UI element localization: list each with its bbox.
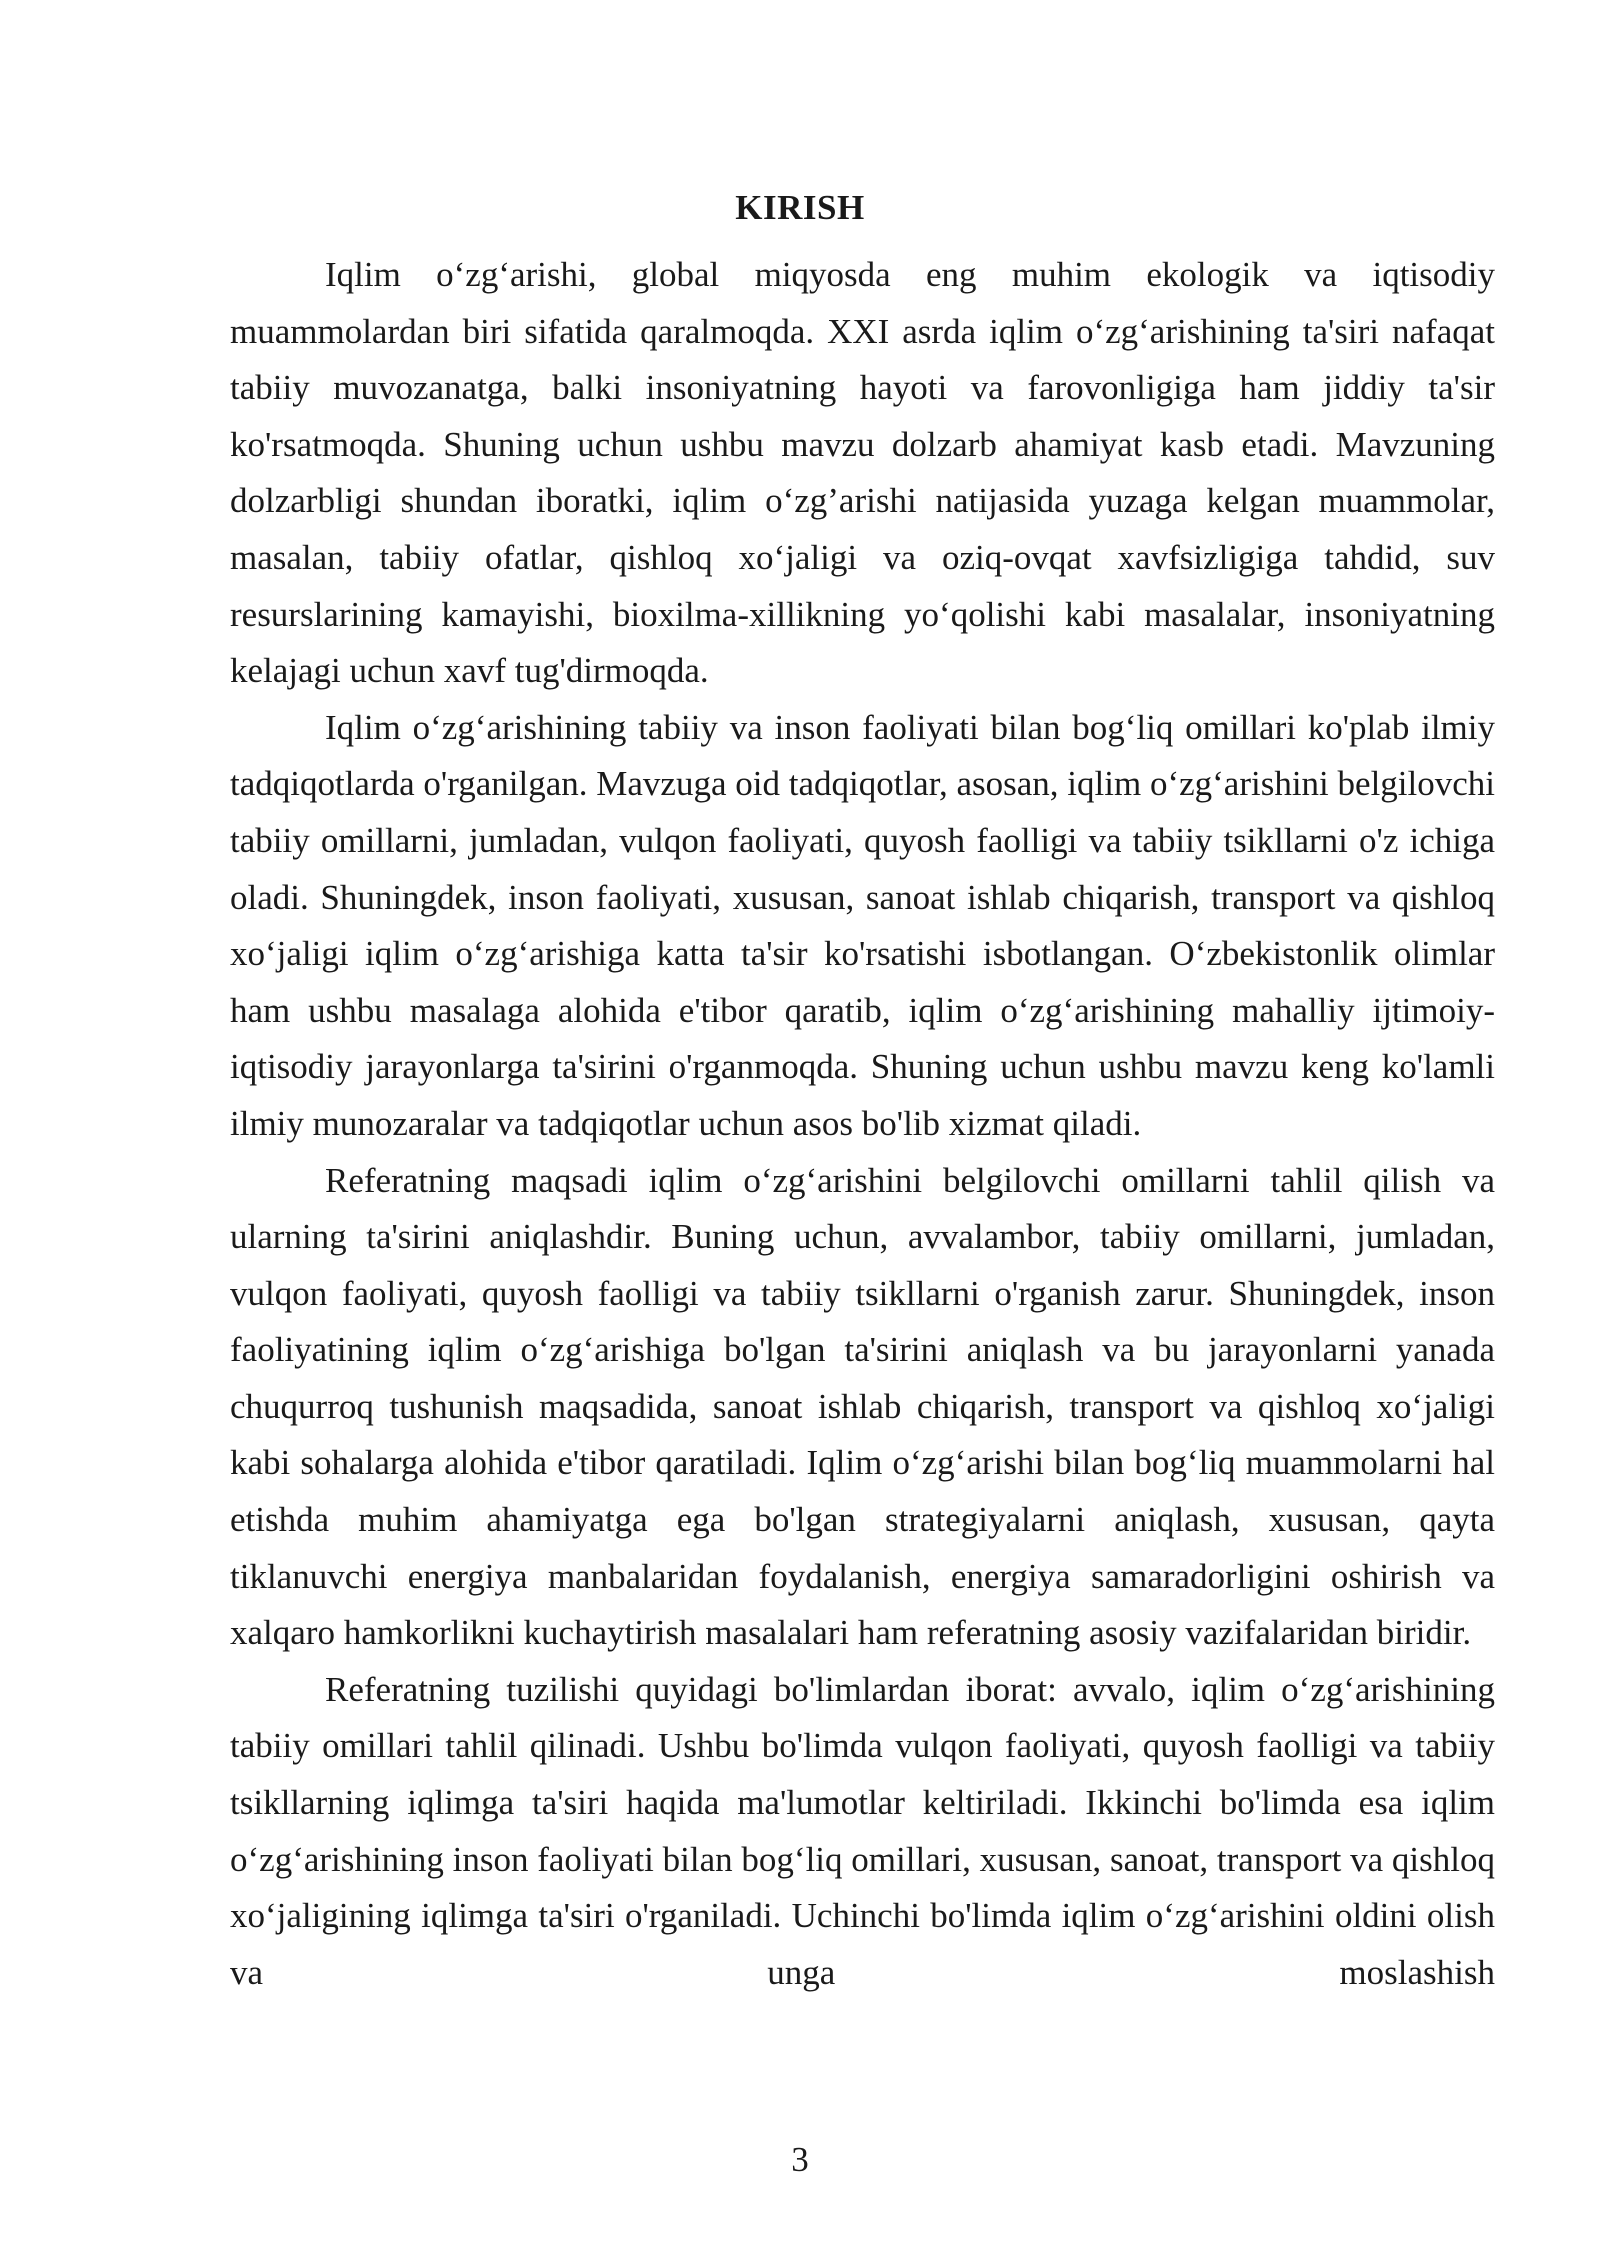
document-body xyxy=(230,247,1495,2001)
paragraph-structure: Referatning tuzilishi quyidagi bo'limlardan iborat: avvalo, iqlim o‘zg‘arishining tabiiy omillari tahlil qilinadi. Ushbu bo'limda vulqon faoliyati, quyosh faolligi va tabiiy tsikllarning iqlimga ta'siri haqida ma'lumotlar keltiriladi. Ikkinchi bo'limda esa iqlim o‘zg‘arishining inson faoliyati bilan bog‘liq omillari, xususan, sanoat, transport va qishloq xo‘jaligining iqlimga ta'siri o'rganiladi. Uchinchi bo'limda iqlim o‘zg‘arishini oldini olish va unga moslashish xyxy=(230,1669,1495,1992)
paragraph-relevance: Iqlim o‘zg‘arishi, global miqyosda eng muhim ekologik va iqtisodiy muammolardan biri sifatida qaralmoqda. XXI asrda iqlim o‘zg‘arishining ta'siri nafaqat tabiiy muvozanatga, balki insoniyatning hayoti va farovonligiga ham jiddiy ta'sir ko'rsatmoqda. Shuning uchun ushbu mavzu dolzarb ahamiyat kasb etadi. Mavzuning dolzarbligi shundan iboratki, iqlim o‘zg’arishi natijasida yuzaga kelgan muammolar, masalan, tabiiy ofatlar, qishloq xo‘jaligi va oziq-ovqat xavfsizligiga tahdid, suv resurslarining kamayishi, bioxilma-xillikning yo‘qolishi kabi masalalar, insoniyatning kelajagi uchun xavf tug'dirmoqda. xyxy=(230,255,1495,691)
page-title: KIRISH xyxy=(735,188,865,228)
paragraph-goal: Referatning maqsadi iqlim o‘zg‘arishini belgilovchi omillarni tahlil qilish va ularning ta'sirini aniqlashdir. Buning uchun, avvalambor, tabiiy omillarni, jumladan, vulqon faoliyati, quyosh faolligi va tabiiy tsikllarni o'rganish zarur. Shuningdek, inson faoliyatining iqlim o‘zg‘arishiga bo'lgan ta'sirini aniqlash va bu jarayonlarni yanada chuqurroq tushunish maqsadida, sanoat ishlab chiqarish, transport va qishloq xo‘jaligi kabi sohalarga alohida e'tibor qaratiladi. Iqlim o‘zg‘arishi bilan bog‘liq muammolarni hal etishda muhim ahamiyatga ega bo'lgan strategiyalarni aniqlash, xususan, qayta tiklanuvchi energiya manbalaridan foydalanish, energiya samaradorligini oshirish va xalqaro hamkorlikni kuchaytirish masalalari ham referatning asosiy vazifalaridan biridir. xyxy=(230,1160,1495,1653)
paragraph-research: Iqlim o‘zg‘arishining tabiiy va inson faoliyati bilan bog‘liq omillari ko'plab ilmiy tadqiqotlarda o'rganilgan. Mavzuga oid tadqiqotlar, asosan, iqlim o‘zg‘arishini belgilovchi tabiiy omillarni, jumladan, vulqon faoliyati, quyosh faolligi va tabiiy tsikllarni o'z ichiga oladi. Shuningdek, inson faoliyati, xususan, sanoat ishlab chiqarish, transport va qishloq xo‘jaligi iqlim o‘zg‘arishiga katta ta'sir ko'rsatishi isbotlangan. O‘zbekistonlik olimlar ham ushbu masalaga alohida e'tibor qaratib, iqlim o‘zg‘arishining mahalliy ijtimoiy-iqtisodiy jarayonlarga ta'sirini o'rganmoqda. Shuning uchun ushbu mavzu keng ko'lamli ilmiy munozaralar va tadqiqotlar uchun asos bo'lib xizmat qiladi. xyxy=(230,707,1495,1143)
page-number: 3 xyxy=(791,2140,809,2179)
